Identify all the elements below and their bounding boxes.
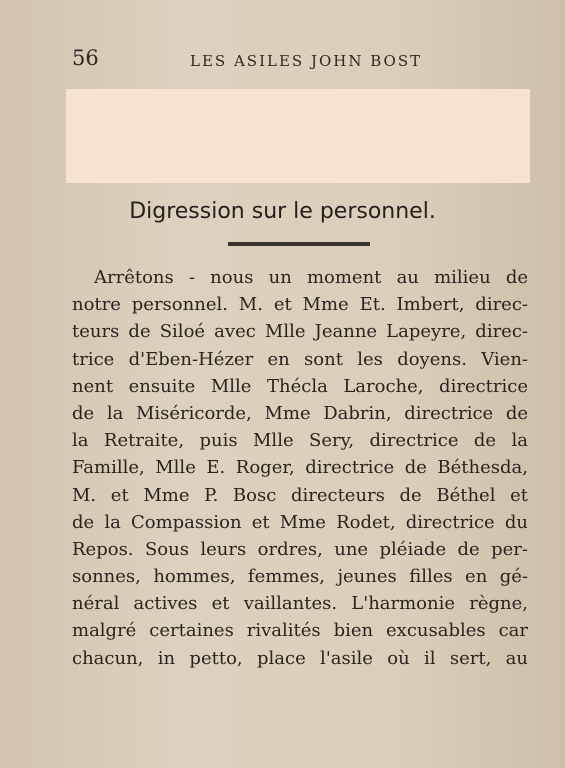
running-head: LES ASILES JOHN BOST (190, 52, 423, 70)
text-line: sonnes, hommes, femmes, jeunes filles en gé- (72, 566, 528, 588)
title-divider-rule (228, 242, 370, 246)
text-line: de la Miséricorde, Mme Dabrin, directrice de (72, 402, 528, 424)
text-line: de la Compassion et Mme Rodet, directrice du (72, 511, 528, 533)
text-line: malgré certaines rivalités bien excusables car (72, 620, 528, 642)
text-line: néral actives et vaillantes. L'harmonie règne, (72, 593, 528, 615)
page-header (72, 46, 512, 70)
text-line: Famille, Mlle E. Roger, directrice de Béthesda, (72, 457, 528, 479)
text-line: Repos. Sous leurs ordres, une pléiade de per- (72, 538, 528, 560)
text-line: trice d'Eben-Hézer en sont les doyens. Vien- (72, 348, 528, 370)
body-text (72, 264, 528, 672)
text-line: notre personnel. M. et Mme Et. Imbert, direc- (72, 294, 528, 316)
text-line: M. et Mme P. Bosc directeurs de Béthel et (72, 484, 528, 506)
section-title: Digression sur le personnel. (129, 199, 436, 224)
text-line: teurs de Siloé avec Mlle Jeanne Lapeyre, direc- (72, 321, 528, 343)
text-line: Arrêtons - nous un moment au milieu de (94, 267, 528, 288)
text-line: la Retraite, puis Mlle Sery, directrice de la (72, 430, 528, 452)
text-line: chacun, in petto, place l'asile où il sert, au (72, 647, 528, 669)
page-number: 56 (72, 46, 99, 70)
text-line: nent ensuite Mlle Thécla Laroche, directrice (72, 375, 528, 397)
redacted-image-block (66, 89, 530, 183)
